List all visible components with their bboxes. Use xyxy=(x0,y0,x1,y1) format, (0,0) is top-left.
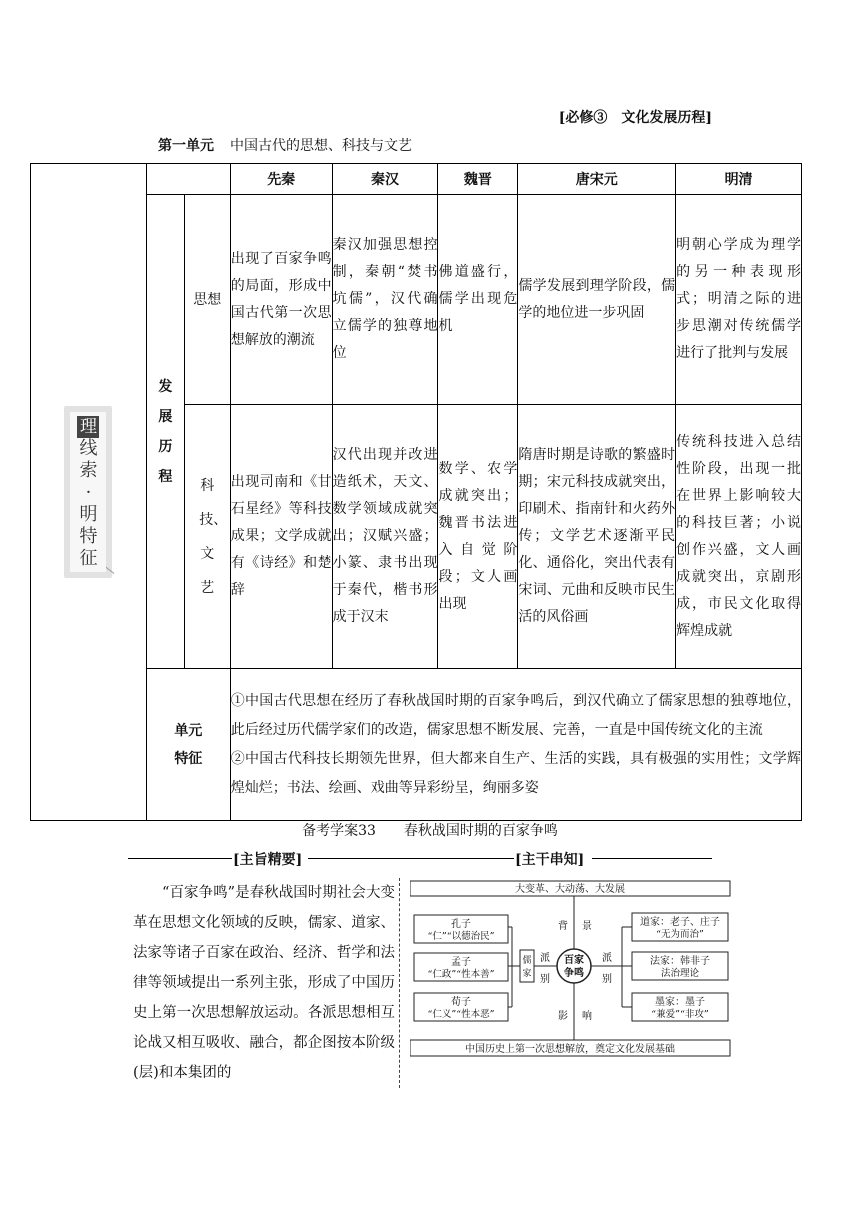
rujia-text-2: 家 xyxy=(522,969,532,979)
fajia-name: 法家：韩非子 xyxy=(650,956,710,967)
pb-right-1: 派 xyxy=(602,953,612,964)
unit-title: 中国古代的思想、科技与文艺 xyxy=(230,138,412,154)
feature-1: ①中国古代思想在经历了春秋战国时期的百家争鸣后，到汉代确立了儒家思想的独尊地位，此后经过历代儒学家们的改造，儒家思想不断发展、完善，一直是中国传统文化的主流 xyxy=(230,692,801,738)
dashed-divider xyxy=(399,878,400,1088)
daojia-name: 道家：老子、庄子 xyxy=(640,917,720,928)
mojia-idea: “兼爱”“非攻” xyxy=(651,1009,709,1020)
center-text-2: 争鸣 xyxy=(564,968,584,979)
concept-diagram xyxy=(410,877,732,1059)
badge-cell xyxy=(31,164,147,821)
course-tag: [必修③ 文化发展历程] xyxy=(558,110,712,126)
unit-features xyxy=(230,669,801,821)
xunzi-idea: “仁义”“性本恶” xyxy=(427,1009,495,1020)
mojia-name: 墨家：墨子 xyxy=(655,997,705,1008)
badge-li: 理 xyxy=(77,416,99,438)
fajia-idea: 法治理论 xyxy=(660,968,700,979)
xunzi-name: 荀子 xyxy=(451,997,471,1008)
tech-xianqin: 出现司南和《甘石星经》等科技成果；文学成就有《诗经》和楚辞 xyxy=(230,405,332,669)
divider-line xyxy=(308,858,514,859)
clue-badge xyxy=(64,406,112,578)
diagram-bottom-text: 中国历史上第一次思想解放，奠定文化发展基础 xyxy=(465,1044,675,1055)
pb-left-1: 派 xyxy=(540,953,550,964)
thought-tangsongyuan: 儒学发展到理学阶段，儒学的地位进一步巩固 xyxy=(518,195,676,405)
row-label-thought: 思想 xyxy=(184,195,230,405)
badge-text-2: 明特征 xyxy=(79,504,98,569)
unit-heading xyxy=(158,135,412,155)
case-number: 备考学案33 xyxy=(302,823,376,839)
col-header-xianqin: 先秦 xyxy=(230,164,332,195)
tech-tangsongyuan: 隋唐时期是诗歌的繁盛时期；宋元科技成就突出，印刷术、指南针和火药外传；文学艺术逐渐平民化、通俗化，突出代表有宋词、元曲和反映市民生活的风俗画 xyxy=(518,405,676,669)
yx-label-2: 响 xyxy=(582,1011,592,1022)
row-label-tech-art: 科技、文艺 xyxy=(184,405,230,669)
kongzi-idea: “仁”“以德治民” xyxy=(427,931,495,942)
tech-qinhan: 汉代出现并改进造纸术，天文、数学领域成就突出；汉赋兴盛；小篆、隶书出现于秦代，楷书形成于汉末 xyxy=(332,405,438,669)
divider-line xyxy=(128,858,232,859)
essay-text: “百家争鸣”是春秋战国时期社会大变革在思想文化领域的反映，儒家、道家、法家等诸子百家在政治、经济、哲学和法律等领域提出一系列主张，形成了中国历史上第一次思想解放运动。各派思想相互论战又相互吸收、融合，都企图按本阶级(层)和本集团的 xyxy=(133,885,395,1081)
thought-mingqing: 明朝心学成为理学的另一种表现形式；明清之际的进步思潮对传统儒学进行了批判与发展 xyxy=(676,195,802,405)
pb-left-2: 别 xyxy=(540,974,550,985)
daojia-idea: “无为而治” xyxy=(656,929,704,940)
development-table xyxy=(30,163,802,821)
group-label: 发展历程 xyxy=(146,195,184,669)
feature-2: ②中国古代科技长期领先世界，但大都来自生产、生活的实践，具有极强的实用性；文学辉煌灿烂；书法、绘画、戏曲等异彩纷呈，绚丽多姿 xyxy=(230,750,801,796)
rujia-text-1: 儒 xyxy=(522,956,532,966)
tech-weijin: 数学、农学成就突出；魏晋书法进入自觉阶段；文人画出现 xyxy=(438,405,518,669)
bg-label-2: 景 xyxy=(582,921,592,932)
case-title xyxy=(0,820,860,840)
yx-label-1: 影 xyxy=(558,1011,568,1022)
thought-qinhan: 秦汉加强思想控制，秦朝“焚书坑儒”，汉代确立儒学的独尊地位 xyxy=(332,195,438,405)
mengzi-name: 孟子 xyxy=(451,957,471,968)
pb-right-2: 别 xyxy=(602,974,612,985)
case-topic: 春秋战国时期的百家争鸣 xyxy=(403,823,558,839)
mengzi-idea: “仁政”“性本善” xyxy=(427,969,495,980)
col-header-mingqing: 明清 xyxy=(676,164,802,195)
divider-line xyxy=(592,858,712,859)
tech-mingqing: 传统科技进入总结性阶段，出现一批在世界上影响较大的科技巨著；小说创作兴盛，文人画成就突出，京剧形成，市民文化取得辉煌成就 xyxy=(676,405,802,669)
thought-weijin: 佛道盛行，儒学出现危机 xyxy=(438,195,518,405)
badge-text-1: 线索· xyxy=(79,438,98,503)
col-header-weijin: 魏晋 xyxy=(438,164,518,195)
thought-xianqin: 出现了百家争鸣的局面，形成中国古代第一次思想解放的潮流 xyxy=(230,195,332,405)
center-text-1: 百家 xyxy=(564,955,584,966)
diagram-top-text: 大变革、大动荡、大发展 xyxy=(515,884,625,895)
feature-label: 单元特征 xyxy=(146,669,230,821)
bg-label-1: 背 xyxy=(558,921,568,932)
kongzi-name: 孔子 xyxy=(451,919,471,930)
col-header-tangsongyuan: 唐宋元 xyxy=(518,164,676,195)
unit-label: 第一单元 xyxy=(158,138,214,154)
left-heading: [主旨精要] xyxy=(233,852,303,868)
right-heading: [主干串知] xyxy=(515,852,585,868)
col-header-qinhan: 秦汉 xyxy=(332,164,438,195)
